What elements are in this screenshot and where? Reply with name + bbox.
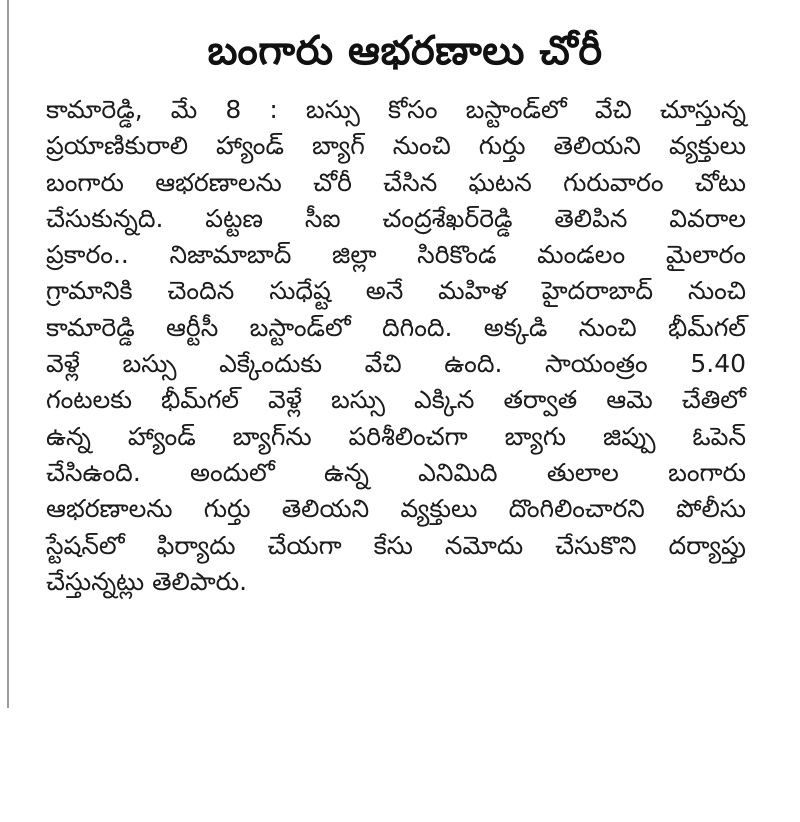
article-line: చేసుకున్నది. పట్టణ సీఐ చంద్రశేఖర్‌రెడ్డి తెలిపిన వివరాల — [46, 203, 746, 233]
article-line: స్టేషన్‌లో ఫిర్యాదు చేయగా కేసు నమోదు చేసుకొని దర్యాప్తు — [46, 530, 746, 560]
article-line: గంటలకు భీమ్‌గల్ వెళ్లే బస్సు ఎక్కిన తర్వాత ఆమె చేతిలో — [46, 385, 746, 415]
column-rule — [7, 0, 9, 708]
article-headline: బంగారు ఆభరణాలు చోరీ — [207, 28, 603, 74]
article-line: చేస్తున్నట్లు తెలిపారు. — [46, 566, 248, 596]
article-line: చేసిఉంది. అందులో ఉన్న ఎనిమిది తులాల బంగారు — [46, 457, 746, 487]
article-body — [46, 92, 746, 600]
cropped-text-fragment — [64, 0, 184, 4]
article-line: ఉన్న హ్యాండ్ బ్యాగ్‌ను పరిశీలించగా బ్యాగు జిప్పు ఓపెన్ — [46, 421, 746, 451]
article-line: గ్రామానికి చెందిన సుధేష్ట అనే మహిళ హైదరాబాద్ నుంచి — [46, 276, 746, 306]
article-line: కామారెడ్డి ఆర్టీసీ బస్టాండ్‌లో దిగింది. అక్కడి నుంచి భీమ్‌గల్ — [46, 312, 746, 342]
article-line: కామారెడ్డి, మే 8 : బస్సు కోసం బస్టాండ్‌లో వేచి చూస్తున్న — [46, 95, 746, 124]
article-line: ప్రయాణికురాలి హ్యాండ్ బ్యాగ్ నుంచి గుర్తు తెలియని వ్యక్తులు — [46, 131, 746, 161]
article-line: వెళ్లే బస్సు ఎక్కేందుకు వేచి ఉంది. సాయంత్రం 5.40 — [46, 349, 746, 379]
article-line: ప్రకారం.. నిజామాబాద్ జిల్లా సిరికొండ మండలం మైలారం — [46, 240, 746, 270]
article-line: బంగారు ఆభరణాలను చోరీ చేసిన ఘటన గురువారం చోటు — [46, 167, 746, 197]
article-line: ఆభరణాలను గుర్తు తెలియని వ్యక్తులు దొంగిలించారని పోలీసు — [46, 494, 746, 524]
